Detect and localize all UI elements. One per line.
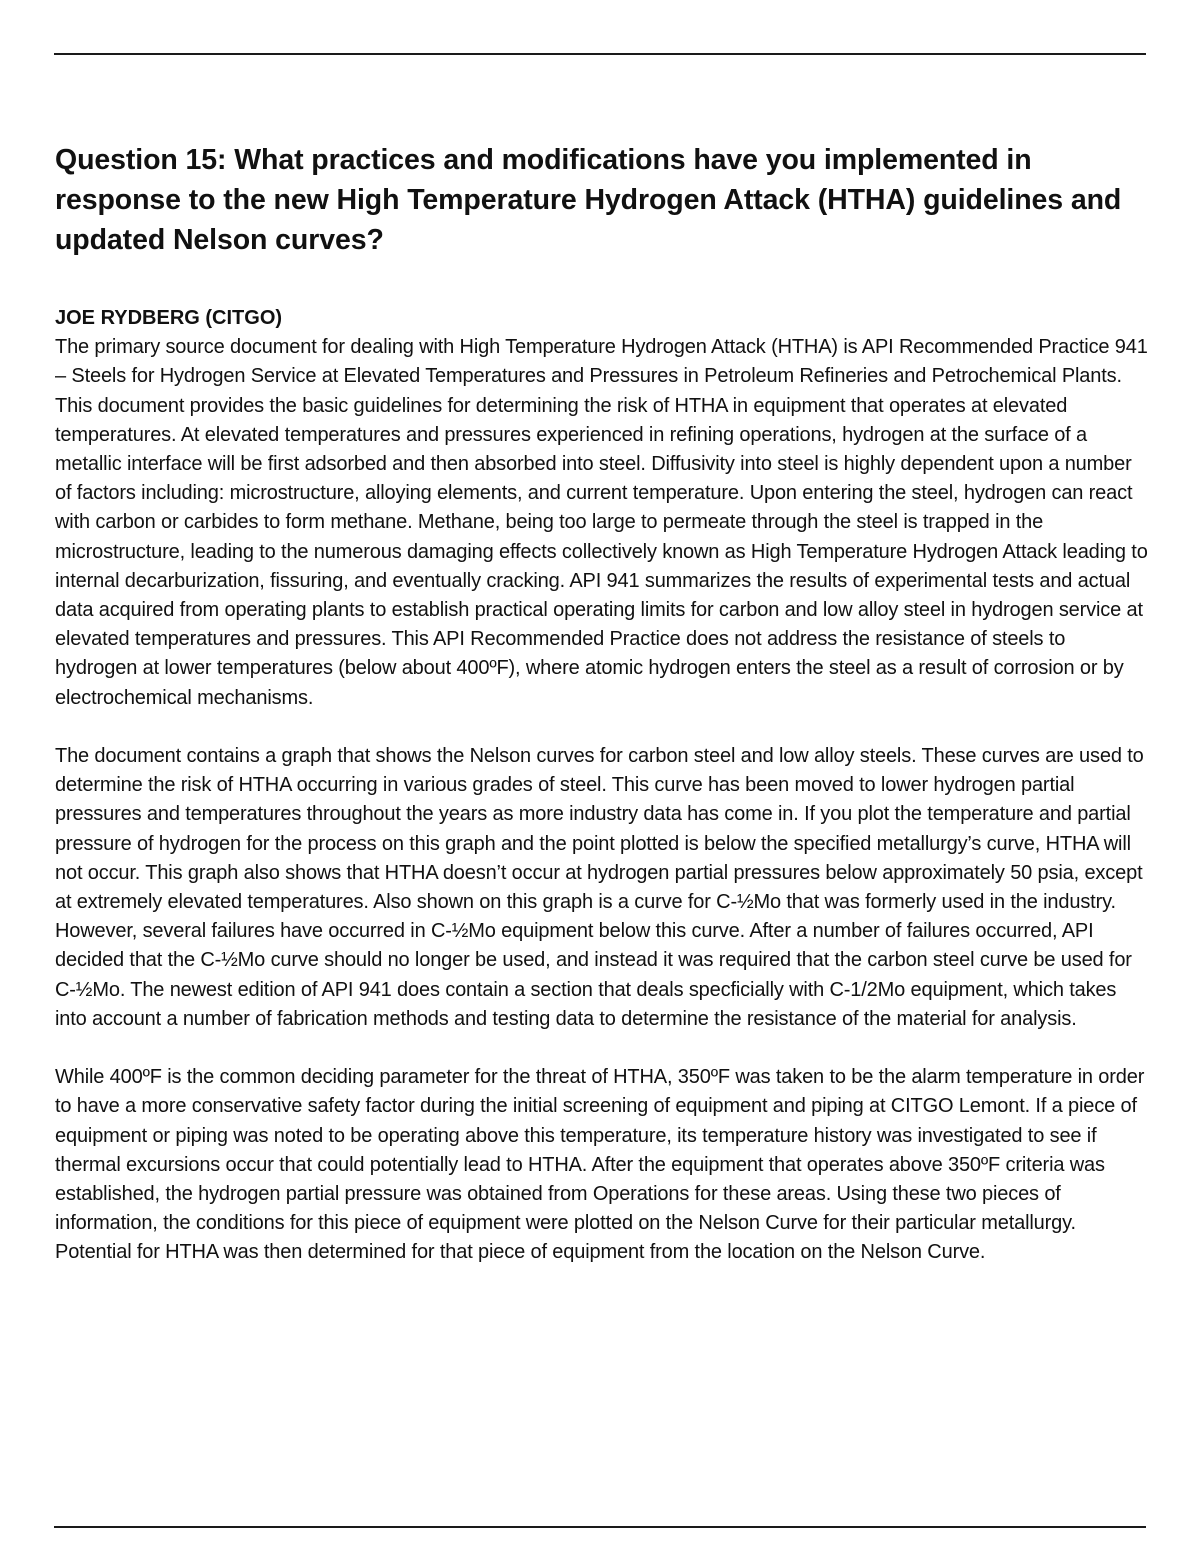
answer-paragraph-1: The primary source document for dealing with High Temperature Hydrogen Attack (HTHA) is API Recommended Practice 941 – Steels for Hydrogen Service at Elevated Temperatures and Pressures in Petroleum Refineries and Petrochemical Plants. This document provides the basic guidelines for determining the risk of HTHA in equipment that operates at elevated temperatures. At elevated temperatures and pressures experienced in refining operations, hydrogen at the surface of a metallic interface will be first adsorbed and then absorbed into steel. Diffusivity into steel is highly dependent upon a number of factors including: microstructure, alloying elements, and current temperature. Upon entering the steel, hydrogen can react with carbon or carbides to form methane. Methane, being too large to permeate through the steel is trapped in the microstructure, leading to the numerous damaging effects collectively known as High Temperature Hydrogen Attack leading to internal decarburization, fissuring, and eventually cracking. API 941 summarizes the results of experimental tests and actual data acquired from operating plants to establish practical operating limits for carbon and low alloy steel in hydrogen service at elevated temperatures and pressures. This API Recommended Practice does not address the resistance of steels to hydrogen at lower temperatures (below about 400ºF), where atomic hydrogen enters the steel as a result of corrosion or by electrochemical mechanisms.: [55, 336, 1148, 709]
question-heading: Question 15: What practices and modifications have you implemented in response to the new High Temperature Hydrogen Attack (HTHA) guidelines and updated Nelson curves?: [55, 144, 1122, 256]
answer-paragraph-3: While 400ºF is the common deciding parameter for the threat of HTHA, 350ºF was taken to be the alarm temperature in order to have a more conservative safety factor during the initial screening of equipment and piping at CITGO Lemont. If a piece of equipment or piping was noted to be operating above this temperature, its temperature history was investigated to see if thermal excursions occur that could potentially lead to HTHA. After the equipment that operates above 350ºF criteria was established, the hydrogen partial pressure was obtained from Operations for these areas. Using these two pieces of information, the conditions for this piece of equipment were plotted on the Nelson Curve for their particular metallurgy. Potential for HTHA was then determined for that piece of equipment from the location on the Nelson Curve.: [55, 1066, 1145, 1264]
document-body: [55, 140, 1151, 1268]
top-divider: [54, 53, 1146, 55]
answer-paragraph-2: The document contains a graph that shows the Nelson curves for carbon steel and low alloy steels. These curves are used to determine the risk of HTHA occurring in various grades of steel. This curve has been moved to lower hydrogen partial pressures and temperatures throughout the years as more industry data has come in. If you plot the temperature and partial pressure of hydrogen for the process on this graph and the point plotted is below the specified metallurgy’s curve, HTHA will not occur. This graph also shows that HTHA doesn’t occur at hydrogen partial pressures below approximately 50 psia, except at extremely elevated temperatures. Also shown on this graph is a curve for C-½Mo that was formerly used in the industry. However, several failures have occurred in C-½Mo equipment below this curve. After a number of failures occurred, API decided that the C-½Mo curve should no longer be used, and instead it was required that the carbon steel curve be used for C-½Mo. The newest edition of API 941 does contain a section that deals specficially with C-1/2Mo equipment, which takes into account a number of fabrication methods and testing data to determine the resistance of the material for analysis.: [55, 745, 1144, 1030]
speaker-name: JOE RYDBERG (CITGO): [55, 307, 283, 329]
bottom-divider: [54, 1526, 1146, 1528]
